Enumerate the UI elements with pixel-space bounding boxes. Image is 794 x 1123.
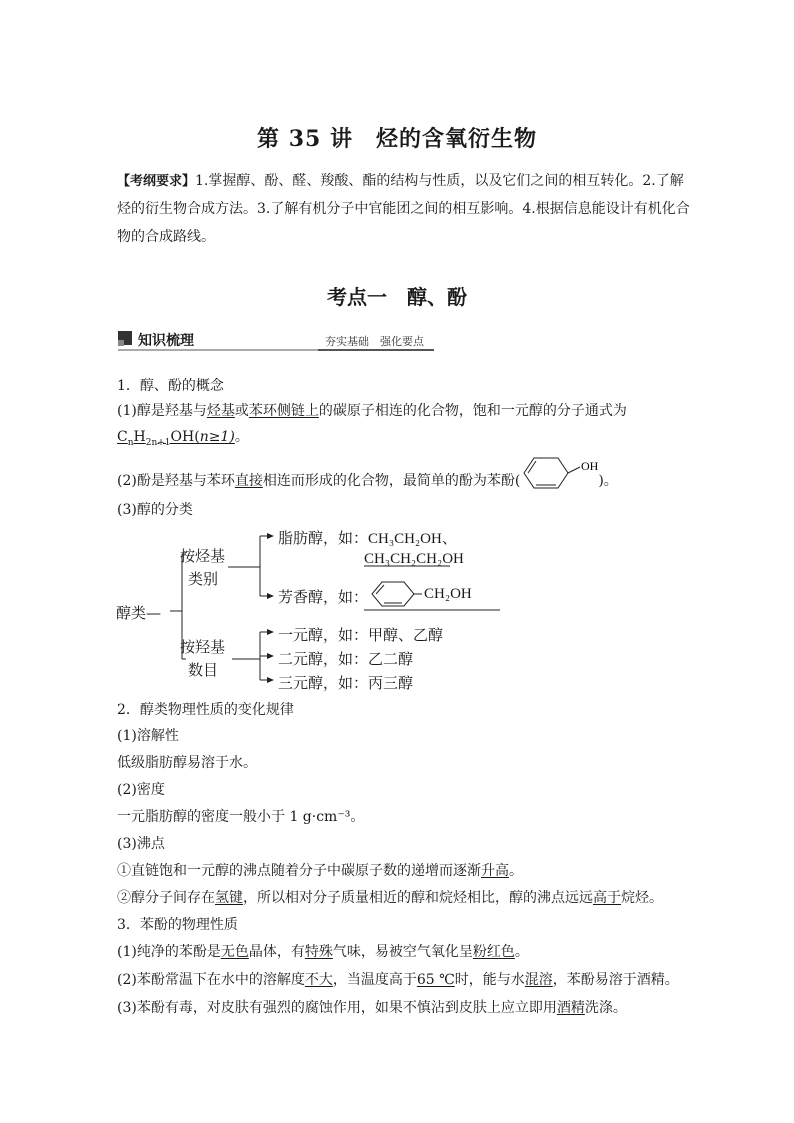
alcohol-classification-tree: [110, 524, 530, 696]
page-title: 第 35 讲 烃的含氧衍生物: [257, 126, 537, 152]
tree-branch-1-line-2: 类别: [188, 570, 219, 588]
s2-boiling-title: (3)沸点: [117, 836, 165, 852]
s2-solubility-title: (1)溶解性: [117, 728, 179, 744]
tree-root: 醇类—: [116, 604, 162, 622]
s1-heading: 1．醇、酚的概念: [117, 378, 224, 394]
phenol-structure-icon: [512, 455, 604, 491]
benzyl-ring-icon: [372, 582, 422, 606]
s2-solubility-text: 低级脂肪醇易溶于水。: [117, 755, 257, 771]
tree-trihydric: 三元醇，如：丙三醇: [278, 674, 414, 692]
tree-branch-2-line-1: 按羟基: [180, 638, 226, 656]
s3-p3: (3)苯酚有毒，对皮肤有强烈的腐蚀作用，如果不慎沾到皮肤上应立即用酒精洗涤。: [117, 1000, 627, 1016]
s2-boiling-2: ②醇分子间存在氢键，所以相对分子质量相近的醇和烷烃相比，醇的沸点远远高于烷烃。: [117, 890, 663, 906]
s1-p2: (2)酚是羟基与苯环直接相连而形成的化合物，最简单的酚为苯酚( )。: [117, 473, 618, 489]
s1-p1: (1)醇是羟基与烃基或苯环侧链上的碳原子相连的化合物，饱和一元醇的分子通式为: [117, 403, 627, 419]
knowledge-bar-label: 知识梳理: [138, 333, 194, 349]
knowledge-bar: [118, 330, 434, 352]
tree-fatty-alcohol: 脂肪醇，如：CH₃CH₂OH、: [278, 529, 457, 547]
phenol-oh-label: OH: [581, 459, 599, 473]
tree-aromatic-alcohol-example: CH₂OH: [424, 586, 472, 602]
requirements-line-1: 【考纲要求】1.掌握醇、酚、醛、羧酸、酯的结构与性质，以及它们之间的相互转化。2.了解: [117, 173, 684, 189]
tree-monohydric: 一元醇，如：甲醇、乙醇: [278, 626, 444, 644]
s3-heading: 3．苯酚的物理性质: [117, 917, 238, 933]
s2-boiling-1: ①直链饱和一元醇的沸点随着分子中碳原子数的递增而逐渐升高。: [117, 863, 523, 879]
tree-dihydric: 二元醇，如：乙二醇: [278, 650, 414, 668]
s1-formula: $C_nH_{2n+1}OH(n\ge 1)$。: [117, 429, 249, 448]
section-title: 考点一 醇、酚: [327, 285, 467, 309]
s2-heading: 2．醇类物理性质的变化规律: [117, 702, 294, 718]
s2-density-text: 一元脂肪醇的密度一般小于 1 g·cm⁻³。: [117, 809, 365, 825]
requirements-line-2: 烃的衍生物合成方法。3.了解有机分子中官能团之间的相互影响。4.根据信息能设计有机化合: [117, 201, 690, 217]
s3-p1: (1)纯净的苯酚是无色晶体，有特殊气味，易被空气氧化呈粉红色。: [117, 944, 529, 960]
s1-p3: (3)醇的分类: [117, 502, 193, 518]
tree-branch-1-line-1: 按烃基: [180, 547, 226, 565]
tree-fatty-alcohol-example-2: CH₃CH₂CH₂OH: [364, 551, 464, 567]
s3-p2: (2)苯酚常温下在水中的溶解度不大，当温度高于65 ℃时，能与水混溶，苯酚易溶于酒精。: [117, 972, 679, 988]
requirements-label: 【考纲要求】: [117, 174, 196, 189]
knowledge-bar-sub: 夯实基础 强化要点: [325, 335, 424, 348]
requirements-line-3: 物的合成路线。: [117, 229, 215, 245]
tree-branch-2-line-2: 数目: [188, 661, 219, 679]
s2-density-title: (2)密度: [117, 782, 165, 798]
tree-aromatic-alcohol: 芳香醇，如：: [278, 588, 369, 606]
